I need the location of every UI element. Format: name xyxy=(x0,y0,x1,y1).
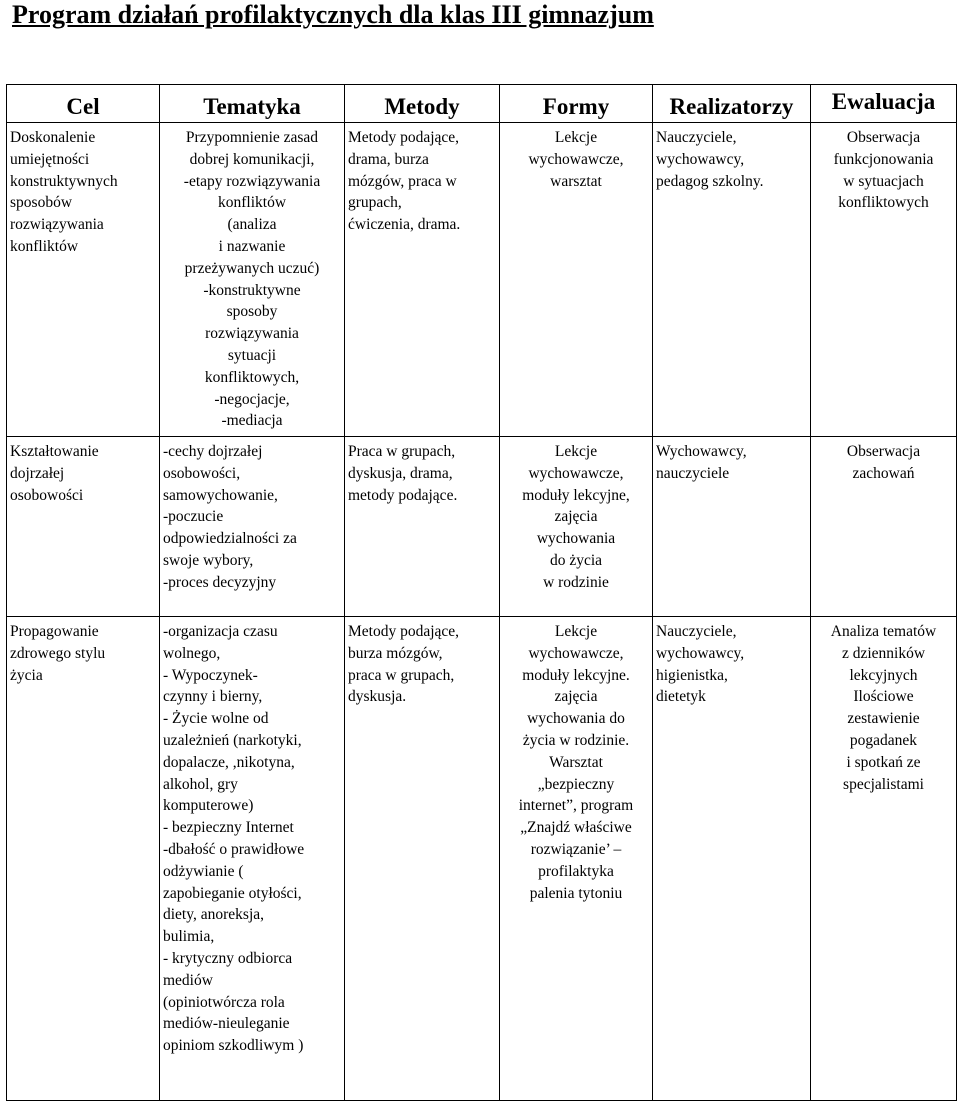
cell-metody: Metody podające, drama, burza mózgów, praca w grupach, ćwiczenia, drama. xyxy=(345,123,500,437)
cell-realizatorzy: Nauczyciele, wychowawcy, higienistka, dietetyk xyxy=(653,617,811,1101)
cell-cel: Doskonalenie umiejętności konstruktywnych sposobów rozwiązywania konfliktów xyxy=(7,123,160,437)
cell-metody: Praca w grupach, dyskusja, drama, metody podające. xyxy=(345,437,500,617)
cell-tematyka: Przypomnienie zasad dobrej komunikacji, -etapy rozwiązywania konfliktów (analiza i nazwanie przeżywanych uczuć) -konstruktywne sposoby rozwiązywania sytuacji konfliktowych, -negocjacje, -mediacja xyxy=(160,123,345,437)
header-tematyka: Tematyka xyxy=(160,85,345,123)
header-ewaluacja: Ewaluacja xyxy=(811,85,957,123)
table-header-row xyxy=(7,85,957,123)
cell-ewaluacja: Obserwacja zachowań xyxy=(811,437,957,617)
header-formy: Formy xyxy=(500,85,653,123)
header-cel: Cel xyxy=(7,85,160,123)
header-realizatorzy: Realizatorzy xyxy=(653,85,811,123)
cell-formy: Lekcje wychowawcze, warsztat xyxy=(500,123,653,437)
header-metody: Metody xyxy=(345,85,500,123)
cell-cel: Kształtowanie dojrzałej osobowości xyxy=(7,437,160,617)
cell-tematyka: -organizacja czasu wolnego, - Wypoczynek- czynny i bierny, - Życie wolne od uzależnień (narkotyki, dopalacze, ,nikotyna, alkohol, gry komputerowe) - bezpieczny Internet -dbałość o prawidłowe odżywianie ( zapobieganie otyłości, diety, anoreksja, bulimia, - krytyczny odbiorca mediów (opiniotwórcza rola mediów-nieuleganie opiniom szkodliwym ) xyxy=(160,617,345,1101)
program-table xyxy=(6,84,957,1101)
cell-realizatorzy: Wychowawcy, nauczyciele xyxy=(653,437,811,617)
cell-formy: Lekcje wychowawcze, moduły lekcyjne, zajęcia wychowania do życia w rodzinie xyxy=(500,437,653,617)
table-row xyxy=(7,617,957,1101)
cell-realizatorzy: Nauczyciele, wychowawcy, pedagog szkolny. xyxy=(653,123,811,437)
cell-cel: Propagowanie zdrowego stylu życia xyxy=(7,617,160,1101)
cell-metody: Metody podające, burza mózgów, praca w grupach, dyskusja. xyxy=(345,617,500,1101)
cell-tematyka: -cechy dojrzałej osobowości, samowychowanie, -poczucie odpowiedzialności za swoje wybory, -proces decyzyjny xyxy=(160,437,345,617)
table-row xyxy=(7,437,957,617)
document-title: Program działań profilaktycznych dla klas III gimnazjum xyxy=(12,0,654,29)
cell-ewaluacja: Analiza tematów z dzienników lekcyjnych Ilościowe zestawienie pogadanek i spotkań ze specjalistami xyxy=(811,617,957,1101)
cell-formy: Lekcje wychowawcze, moduły lekcyjne. zajęcia wychowania do życia w rodzinie. Warsztat „bezpieczny internet”, program „Znajdź właściwe rozwiązanie’ – profilaktyka palenia tytoniu xyxy=(500,617,653,1101)
table-row xyxy=(7,123,957,437)
cell-ewaluacja: Obserwacja funkcjonowania w sytuacjach konfliktowych xyxy=(811,123,957,437)
